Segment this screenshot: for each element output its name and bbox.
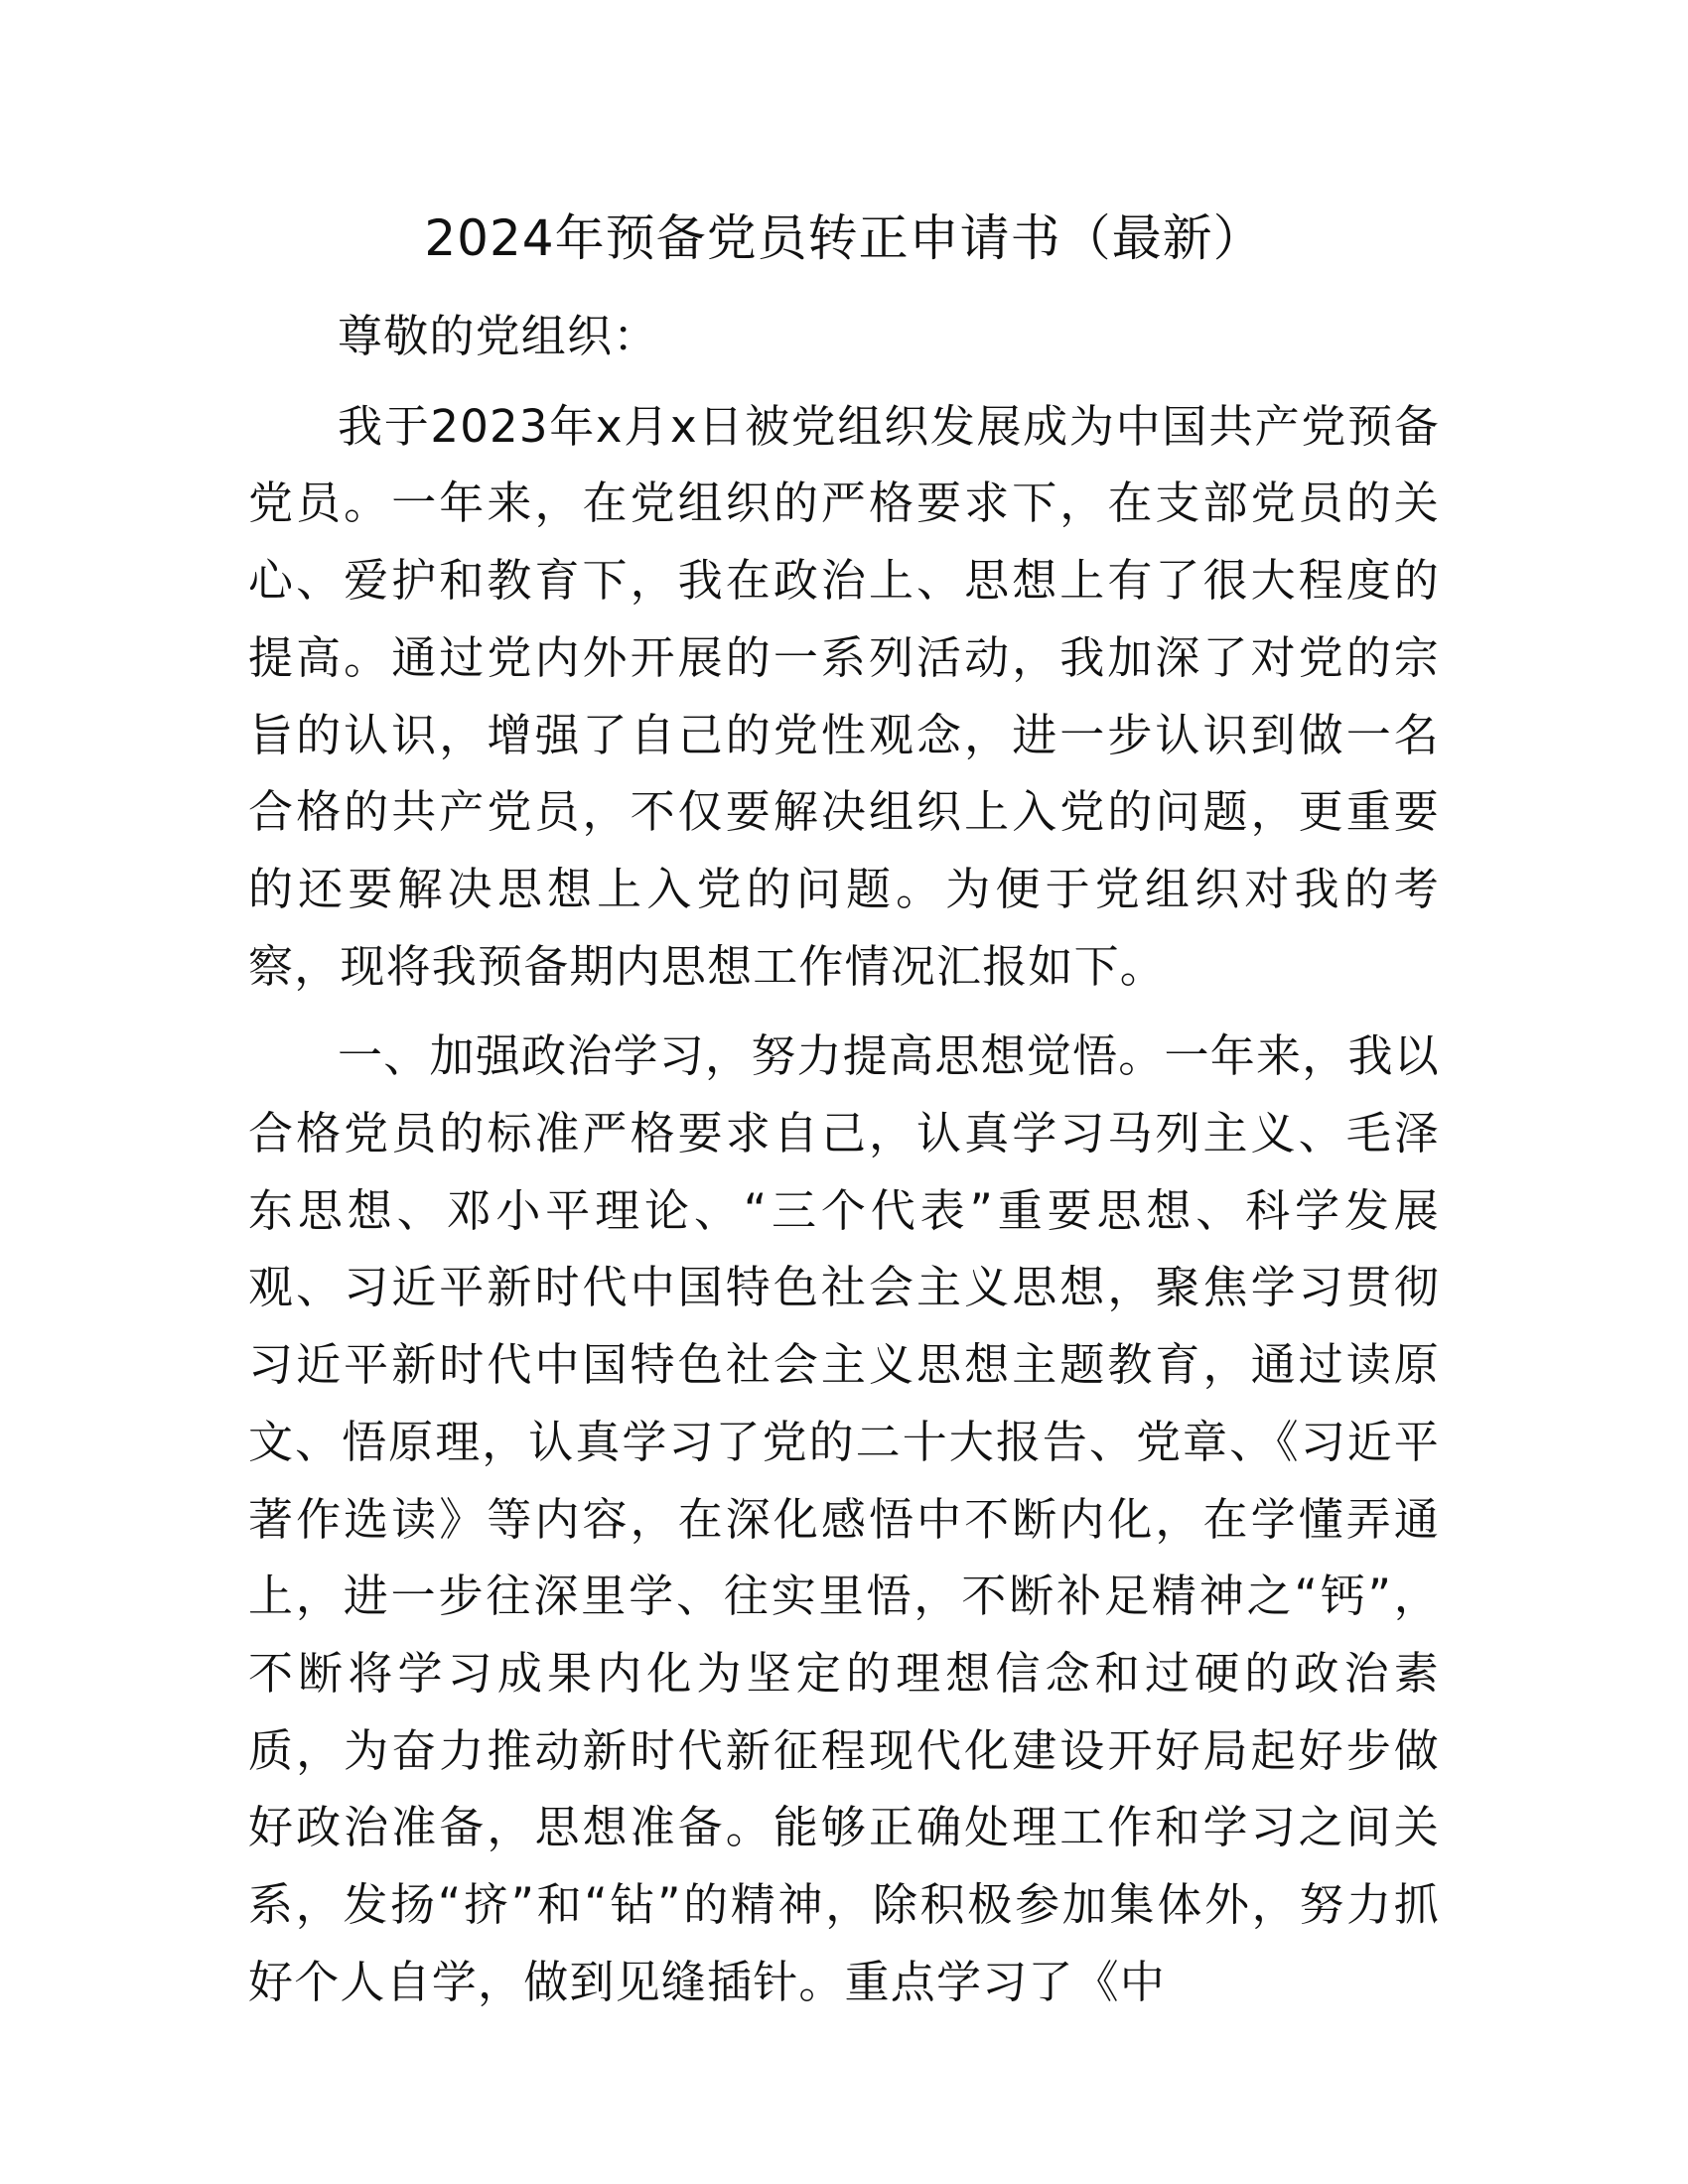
document-body xyxy=(248,298,1440,2020)
document-title: 2024年预备党员转正申请书（最新） xyxy=(424,209,1264,267)
paragraph-section-one: 一、加强政治学习，努力提高思想觉悟。一年来，我以合格党员的标准严格要求自己，认真学习马列主义、毛泽东思想、邓小平理论、“三个代表”重要思想、科学发展观、习近平新时代中国特色社会主义思想，聚焦学习贯彻习近平新时代中国特色社会主义思想主题教育，通过读原文、悟原理，认真学习了党的二十大报告、党章、《习近平著作选读》等内容，在深化感悟中不断内化，在学懂弄通上，进一步往深里学、往实里悟，不断补足精神之“钙”，不断将学习成果内化为坚定的理想信念和过硬的政治素质，为奋力推动新时代新征程现代化建设开好局起好步做好政治准备，思想准备。能够正确处理工作和学习之间关系，发扬“挤”和“钻”的精神，除积极参加集体外，努力抓好个人自学，做到见缝插针。重点学习了《中 xyxy=(248,1029,1440,2008)
paragraph-intro: 我于2023年x月x日被党组织发展成为中国共产党预备党员。一年来，在党组织的严格要求下，在支部党员的关心、爱护和教育下，我在政治上、思想上有了很大程度的提高。通过党内外开展的一系列活动，我加深了对党的宗旨的认识，增强了自己的党性观念，进一步认识到做一名合格的共产党员，不仅要解决组织上入党的问题，更重要的还要解决思想上入党的问题。为便于党组织对我的考察，现将我预备期内思想工作情况汇报如下。 xyxy=(248,399,1440,993)
salutation: 尊敬的党组织： xyxy=(338,310,659,362)
